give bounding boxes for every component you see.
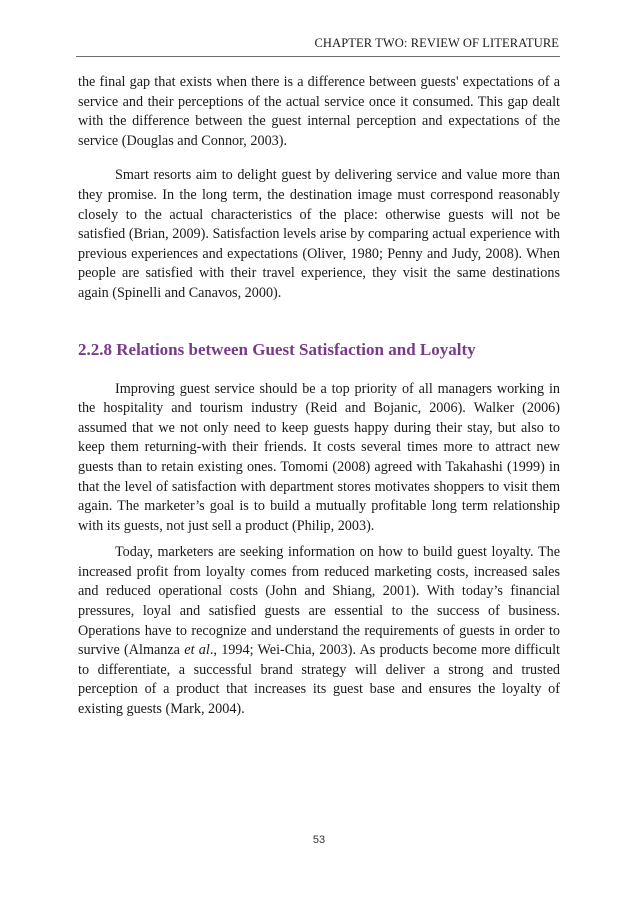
paragraph-guest-loyalty xyxy=(78,543,560,719)
paragraph-improving-service: Improving guest service should be a top priority of all managers working in the hospitality and tourism industry (Reid and Bojanic, 2006). Walker (2006) assumed that we not only need to keep guests happy during their stay, but also to keep them returning-with their friends. It costs several times more to attract new guests than to retain existing ones. Tomomi (2008) agreed with Takahashi (1999) in that the level of satisfaction with department stores motivates shoppers to visit them again. The marketer’s goal is to build a mutually profitable long term relationship with its guests, not just sell a product (Philip, 2003). xyxy=(78,380,560,534)
paragraph-text-part: ., 1994; Wei-Chia, 2003). As products become more difficult to differentiate, a successful brand strategy will deliver a strong and trusted perception of a product that increases its guest base and ensures the loyalty of existing guests (Mark, 2004). xyxy=(78,642,560,718)
section-heading: 2.2.8 Relations between Guest Satisfaction and Loyalty xyxy=(78,339,476,359)
body-text xyxy=(78,73,560,720)
header-rule xyxy=(76,56,560,57)
paragraph-continuation: the final gap that exists when there is a difference between guests' expectations of a service and their perceptions of the actual service once it consumed. This gap dealt with the difference between the guest internal perception and expectations of the service (Douglas and Connor, 2003). xyxy=(78,74,560,149)
running-header: CHAPTER TWO: REVIEW OF LITERATURE xyxy=(314,36,559,50)
italic-et-al: et al xyxy=(184,642,210,659)
paragraph-smart-resorts: Smart resorts aim to delight guest by delivering service and value more than they promise. In the long term, the destination image must correspond reasonably closely to the actual characteristics of the place: otherwise guests will not be satisfied (Brian, 2009). Satisfaction levels arise by comparing actual experience with previous experiences and expectations (Oliver, 1980; Penny and Judy, 2008). When people are satisfied with their travel experience, they visit the same destinations again (Spinelli and Canavos, 2000). xyxy=(78,167,560,301)
page-number: 53 xyxy=(312,834,326,846)
paragraph-text-part: Today, marketers are seeking information on how to build guest loyalty. The increased profit from loyalty comes from reduced marketing costs, increased sales and reduced operational costs (John and Shiang, 2001). With today’s financial pressures, loyal and satisfied guests are essential to the success of business. Operations have to recognize and understand the requirements of guests in order to survive (Almanza xyxy=(78,544,560,659)
